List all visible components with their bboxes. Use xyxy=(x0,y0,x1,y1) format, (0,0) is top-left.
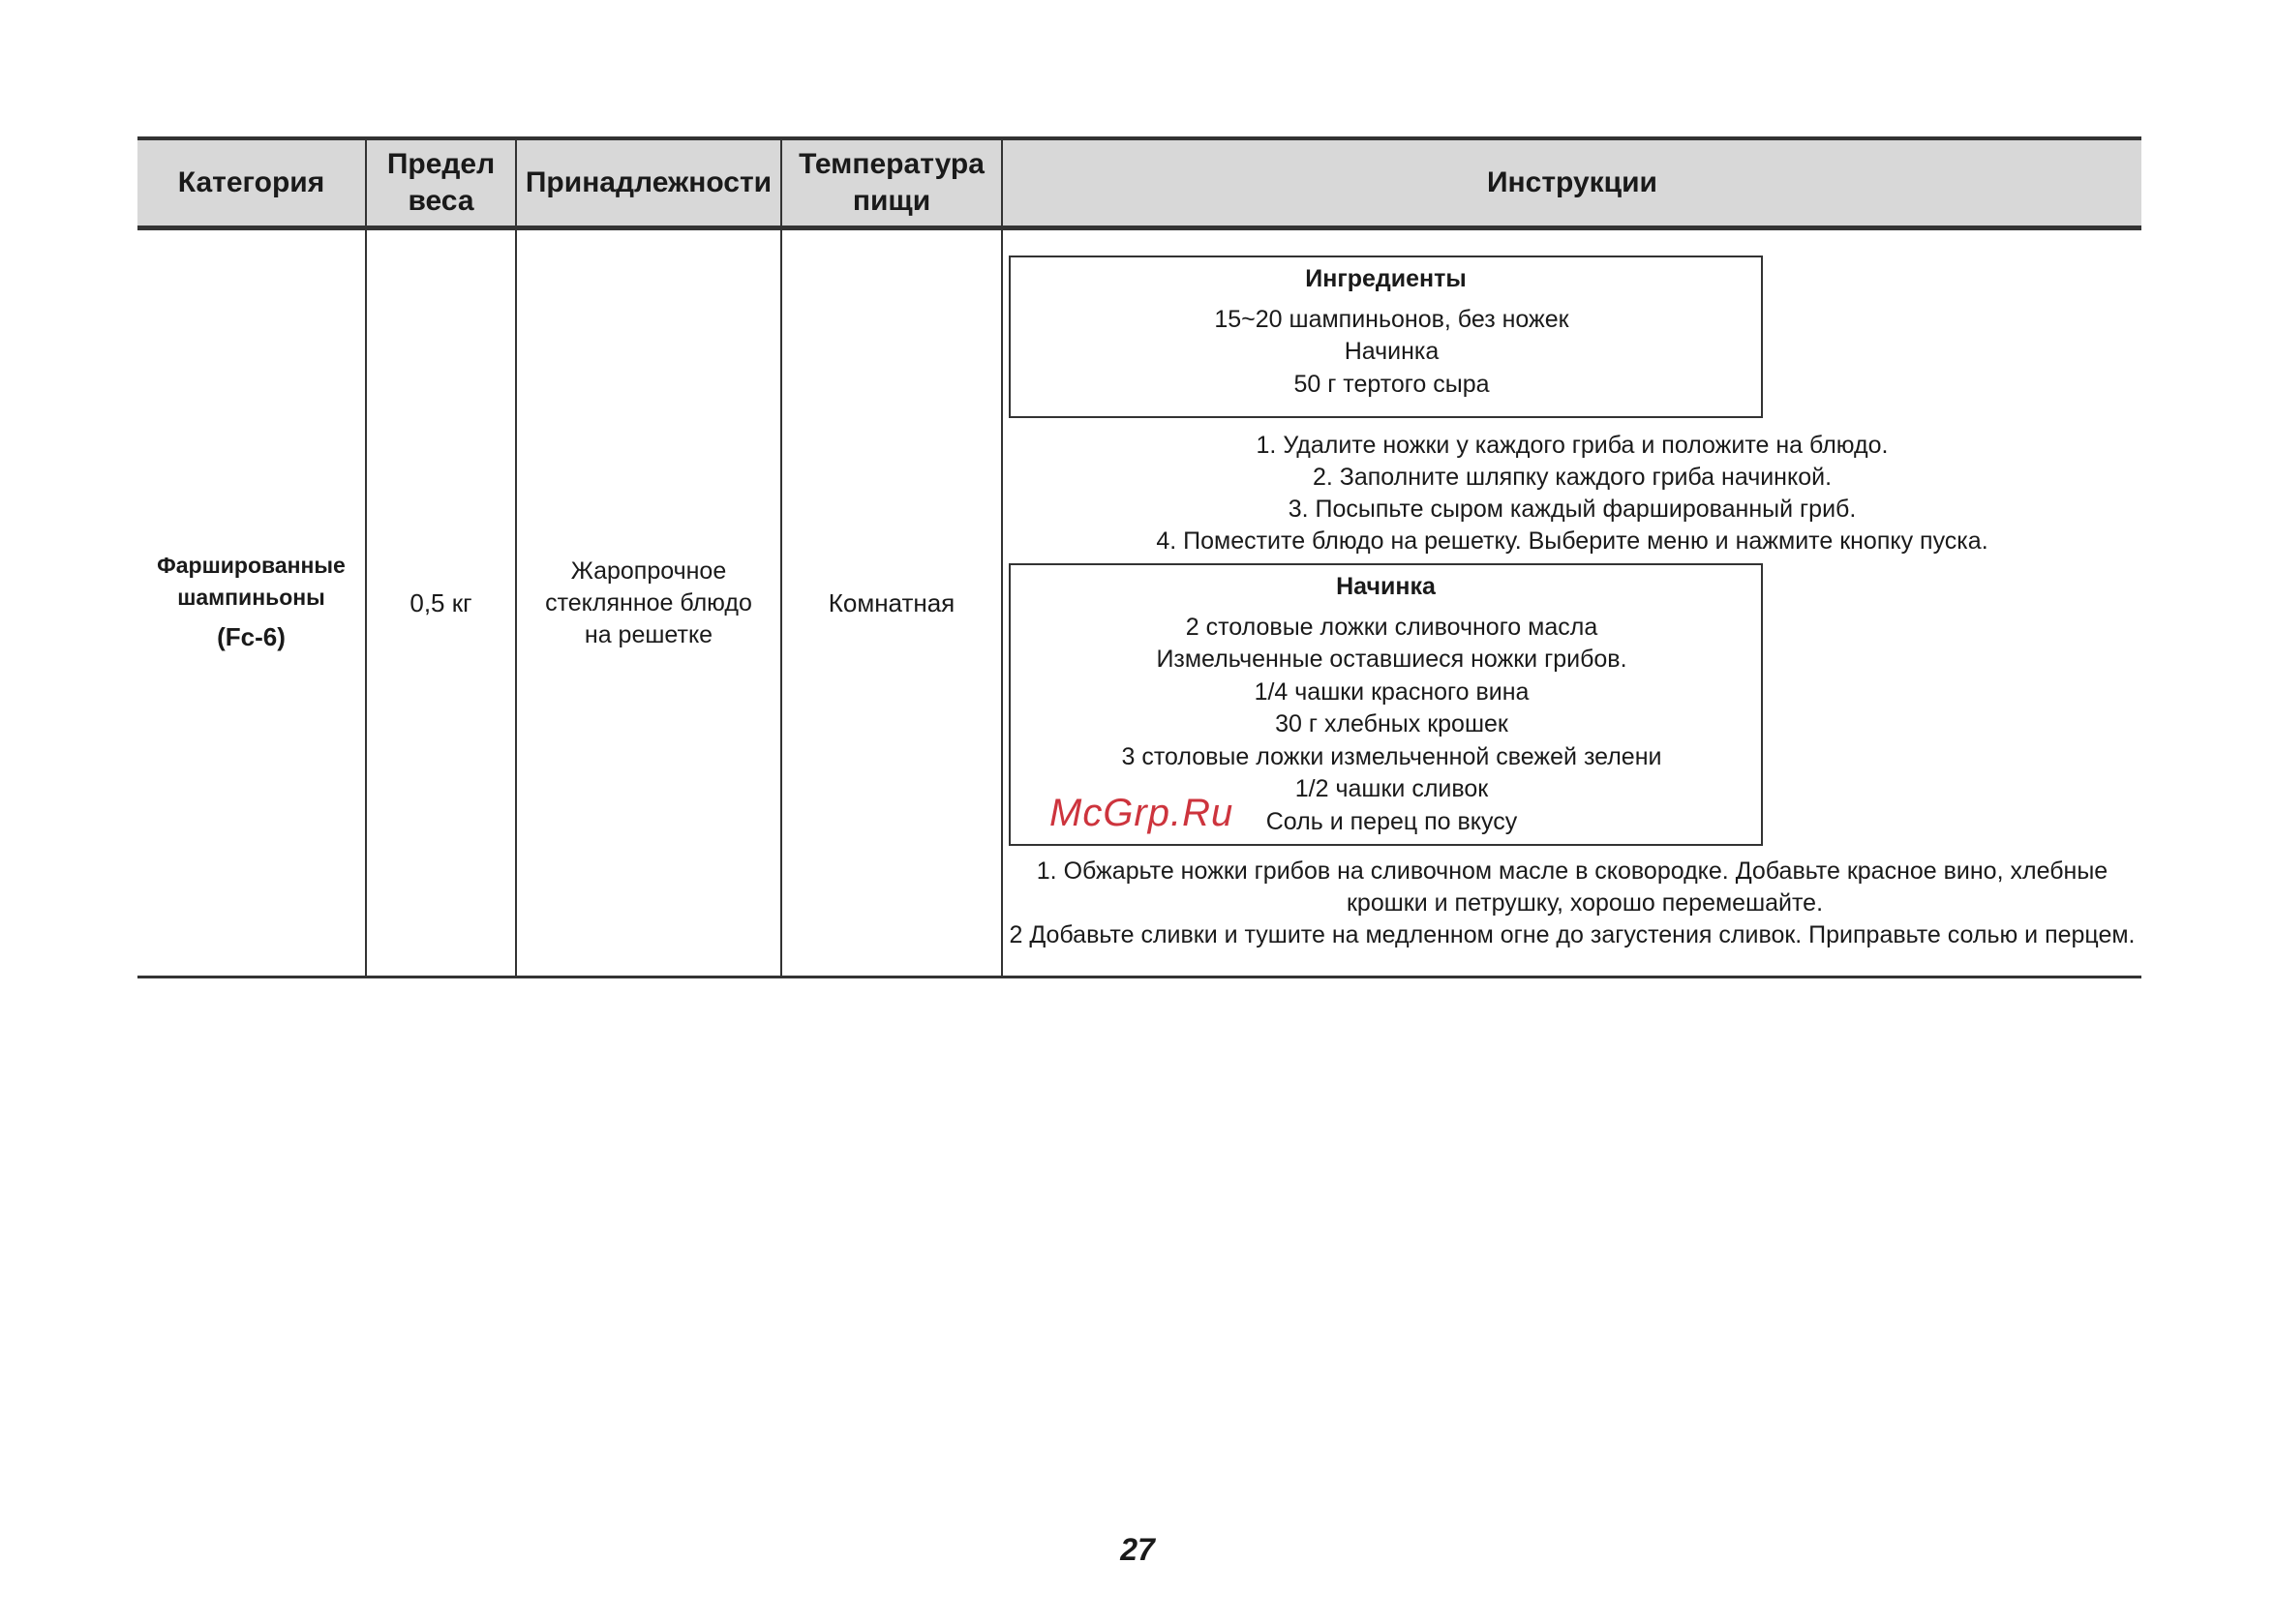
list-item: Начинка xyxy=(1344,338,1440,365)
header-weight-line1: Предел xyxy=(386,148,496,180)
temperature-value: Комнатная xyxy=(828,588,956,617)
step-item: 3. Посыпьте сыром каждый фаршированный гриб. xyxy=(1288,495,1857,523)
page-number: 27 xyxy=(1120,1532,1155,1567)
header-accessories-label: Принадлежности xyxy=(525,166,773,198)
list-item: 3 столовые ложки измельченной свежей зелени xyxy=(1121,742,1662,770)
filling-title: Начинка xyxy=(1336,572,1436,600)
table-header-row xyxy=(137,138,2141,228)
ingredients-box xyxy=(1009,256,1763,418)
steps-list-filling xyxy=(1009,856,2136,951)
header-temp-line1: Температура xyxy=(799,148,985,180)
category-name-line1: Фаршированные xyxy=(157,553,346,578)
table-row xyxy=(137,228,2141,977)
category-name-line2: шампиньоны xyxy=(177,585,325,610)
header-food-temperature xyxy=(781,138,1002,228)
header-temp-line2: пищи xyxy=(852,185,931,217)
list-item: Соль и перец по вкусу xyxy=(1265,807,1518,835)
header-accessories xyxy=(516,138,781,228)
ingredients-title: Ингредиенты xyxy=(1305,264,1467,292)
list-item: 50 г тертого сыра xyxy=(1293,370,1490,398)
list-item: 2 столовые ложки сливочного масла xyxy=(1185,613,1598,641)
steps-list-main xyxy=(1009,430,2136,557)
step-item: 2. Заполните шляпку каждого гриба начинкой. xyxy=(1312,463,1833,491)
header-category xyxy=(137,138,366,228)
accessory-text xyxy=(523,556,774,651)
watermark: McGrp.Ru xyxy=(1049,792,1234,834)
list-item: 30 г хлебных крошек xyxy=(1275,710,1508,737)
header-category-label: Категория xyxy=(177,166,325,198)
step-item: 1. Обжарьте ножки грибов на сливочном масле в сковородке. Добавьте красное вино, хлебные крошки и петрушку, хорошо перемешайте. xyxy=(1036,857,2108,917)
cell-temperature xyxy=(781,228,1002,977)
header-instructions-label: Инструкции xyxy=(1486,166,1657,198)
accessory-line3: на решетке xyxy=(584,620,713,648)
header-weight-line2: веса xyxy=(408,185,474,217)
header-instructions xyxy=(1002,138,2141,228)
cell-instructions xyxy=(1002,228,2141,977)
accessory-line2: стеклянное блюдо xyxy=(545,588,752,617)
cell-accessories xyxy=(516,228,781,977)
recipe-table xyxy=(137,136,2141,978)
list-item: 1/4 чашки красного вина xyxy=(1254,677,1530,706)
weight-value: 0,5 кг xyxy=(410,588,472,617)
list-item: 1/2 чашки сливок xyxy=(1294,775,1489,802)
cell-category xyxy=(137,228,366,977)
step-item: 4. Поместите блюдо на решетку. Выберите меню и нажмите кнопку пуска. xyxy=(1156,526,1988,555)
list-item: Измельченные оставшиеся ножки грибов. xyxy=(1156,646,1627,673)
list-item: 15~20 шампиньонов, без ножек xyxy=(1214,305,1569,333)
accessory-line1: Жаропрочное xyxy=(570,556,727,585)
header-weight-limit xyxy=(366,138,516,228)
step-item: 1. Удалите ножки у каждого гриба и положите на блюдо. xyxy=(1256,431,1889,459)
ingredients-list xyxy=(1020,304,1751,402)
category-code: (Fc-6) xyxy=(217,622,286,651)
step-item: 2 Добавьте сливки и тушите на медленном огне до загустения сливок. Приправьте солью и перцем. xyxy=(1009,920,2136,948)
category-name xyxy=(143,550,359,614)
cell-weight xyxy=(366,228,516,977)
